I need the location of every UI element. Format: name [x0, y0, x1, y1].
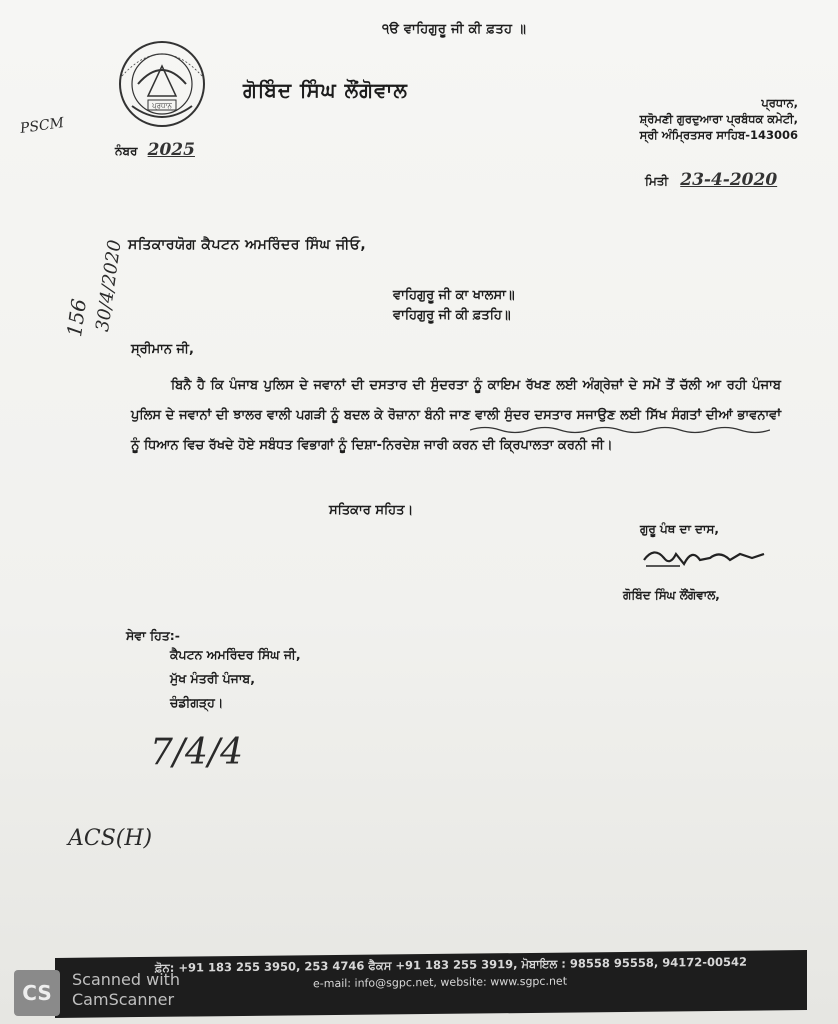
handwritten-initials: 7/4/4	[150, 732, 243, 773]
address-line: ਮੁੱਖ ਮੰਤਰੀ ਪੰਜਾਬ,	[170, 671, 255, 686]
scanner-watermark	[72, 970, 180, 1010]
address-heading: ਸੇਵਾ ਹਿਤ:-	[126, 628, 180, 643]
number-value: 2025	[147, 140, 195, 160]
designation-block	[640, 95, 798, 143]
greeting-block	[393, 286, 515, 326]
handwritten-underline	[470, 425, 770, 435]
watermark-line: CamScanner	[72, 990, 175, 1009]
handwritten-vertical-number: 156	[62, 297, 92, 339]
regards-line: ਸਤਿਕਾਰ ਸਹਿਤ।	[329, 503, 414, 518]
sender-name-heading: ਗੋਬਿੰਦ ਸਿੰਘ ਲੌਂਗੋਵਾਲ	[243, 78, 408, 102]
watermark-line: Scanned with	[72, 970, 181, 989]
reference-number	[115, 140, 195, 160]
date-value: 23-4-2020	[680, 170, 778, 190]
greeting-line: ਵਾਹਿਗੁਰੂ ਜੀ ਕਾ ਖਾਲਸਾ॥	[393, 288, 515, 303]
handwritten-vertical-date: 30/4/2020	[92, 238, 126, 333]
footer-email-website: e-mail: info@sgpc.net, website: www.sgpc.net	[313, 974, 568, 991]
date-label: ਮਿਤੀ	[645, 174, 669, 188]
signatory-name: ਗੋਬਿੰਦ ਸਿੰਘ ਲੌਂਗੋਵਾਲ,	[623, 588, 720, 602]
closing-line: ਗੁਰੂ ਪੰਥ ਦਾ ਦਾਸ,	[640, 522, 719, 536]
signature-image	[640, 540, 770, 576]
number-label: ਨੰਬਰ	[115, 144, 138, 158]
handwritten-note-top: PSCM	[19, 115, 65, 137]
letter-date	[645, 170, 777, 190]
address-line: ਕੈਪਟਨ ਅਮਰਿੰਦਰ ਸਿੰਘ ਜੀ,	[170, 647, 301, 662]
recipient-address	[170, 643, 301, 715]
seal-text: ਪ੍ਰਧਾਨ	[152, 102, 172, 110]
greeting-line: ਵਾਹਿਗੁਰੂ ਜੀ ਕੀ ਫ਼ਤਹਿ॥	[393, 308, 511, 323]
letter-body: ਬਿਨੈ ਹੈ ਕਿ ਪੰਜਾਬ ਪੁਲਿਸ ਦੇ ਜਵਾਨਾਂ ਦੀ ਦਸਤਾਰ ਦੀ ਸੁੰਦਰਤਾ ਨੂੰ ਕਾਇਮ ਰੱਖਣ ਲਈ ਅੰਗ੍ਰੇਜ਼ਾਂ ਦੇ ਸਮੇਂ ਤੋਂ ਚੱਲੀ ਆ ਰਹੀ ਪੰਜਾਬ ਪੁਲਿਸ ਦੇ ਜਵਾਨਾਂ ਦੀ ਝਾਲਰ ਵਾਲੀ ਪਗੜੀ ਨੂੰ ਬਦਲ ਕੇ ਰੋਜ਼ਾਨਾ ਬੰਨੀ ਜਾਣ ਵਾਲੀ ਸੁੰਦਰ ਦਸਤਾਰ ਸਜਾਉਣ ਲਈ ਸਿੱਖ ਸੰਗਤਾਂ ਦੀਆਂ ਭਾਵਨਾਵਾਂ ਨੂੰ ਧਿਆਨ ਵਿਚ ਰੱਖਦੇ ਹੋਏ ਸਬੰਧਤ ਵਿਭਾਗਾਂ ਨੂੰ ਦਿਸ਼ਾ-ਨਿਰਦੇਸ਼ ਜਾਰੀ ਕਰਨ ਦੀ ਕ੍ਰਿਪਾਲਤਾ ਕਰਨੀ ਜੀ।	[131, 378, 781, 453]
sgpc-seal-logo	[108, 36, 216, 132]
designation-line: ਸ਼੍ਰੋਮਣੀ ਗੁਰਦੁਆਰਾ ਪ੍ਰਬੰਧਕ ਕਮੇਟੀ,	[639, 112, 798, 126]
designation-line: ਸ੍ਰੀ ਅੰਮ੍ਰਿਤਸਰ ਸਾਹਿਬ-143006	[639, 128, 798, 142]
camscanner-logo-icon: CS	[14, 970, 60, 1016]
footer-contact-line: ਫ਼ੋਨ: +91 183 255 3950, 253 4746 ਫੈਕਸ +91 183 255 3919, ਮੋਬਾਇਲ : 98558 95558, 94172-00542	[155, 954, 748, 975]
address-sir: ਸ੍ਰੀਮਾਨ ਜੀ,	[131, 342, 194, 357]
address-line: ਚੰਡੀਗੜ੍ਹ।	[170, 695, 224, 710]
designation-line: ਪ੍ਰਧਾਨ,	[761, 96, 798, 110]
salutation: ਸਤਿਕਾਰਯੋਗ ਕੈਪਟਨ ਅਮਰਿੰਦਰ ਸਿੰਘ ਜੀਓ,	[128, 237, 367, 253]
handwritten-acs-note: ACS(H)	[68, 826, 153, 851]
invocation-line: ੧ੳ ਵਾਹਿਗੁਰੂ ਜੀ ਕੀ ਫ਼ਤਹ ॥	[382, 22, 527, 37]
